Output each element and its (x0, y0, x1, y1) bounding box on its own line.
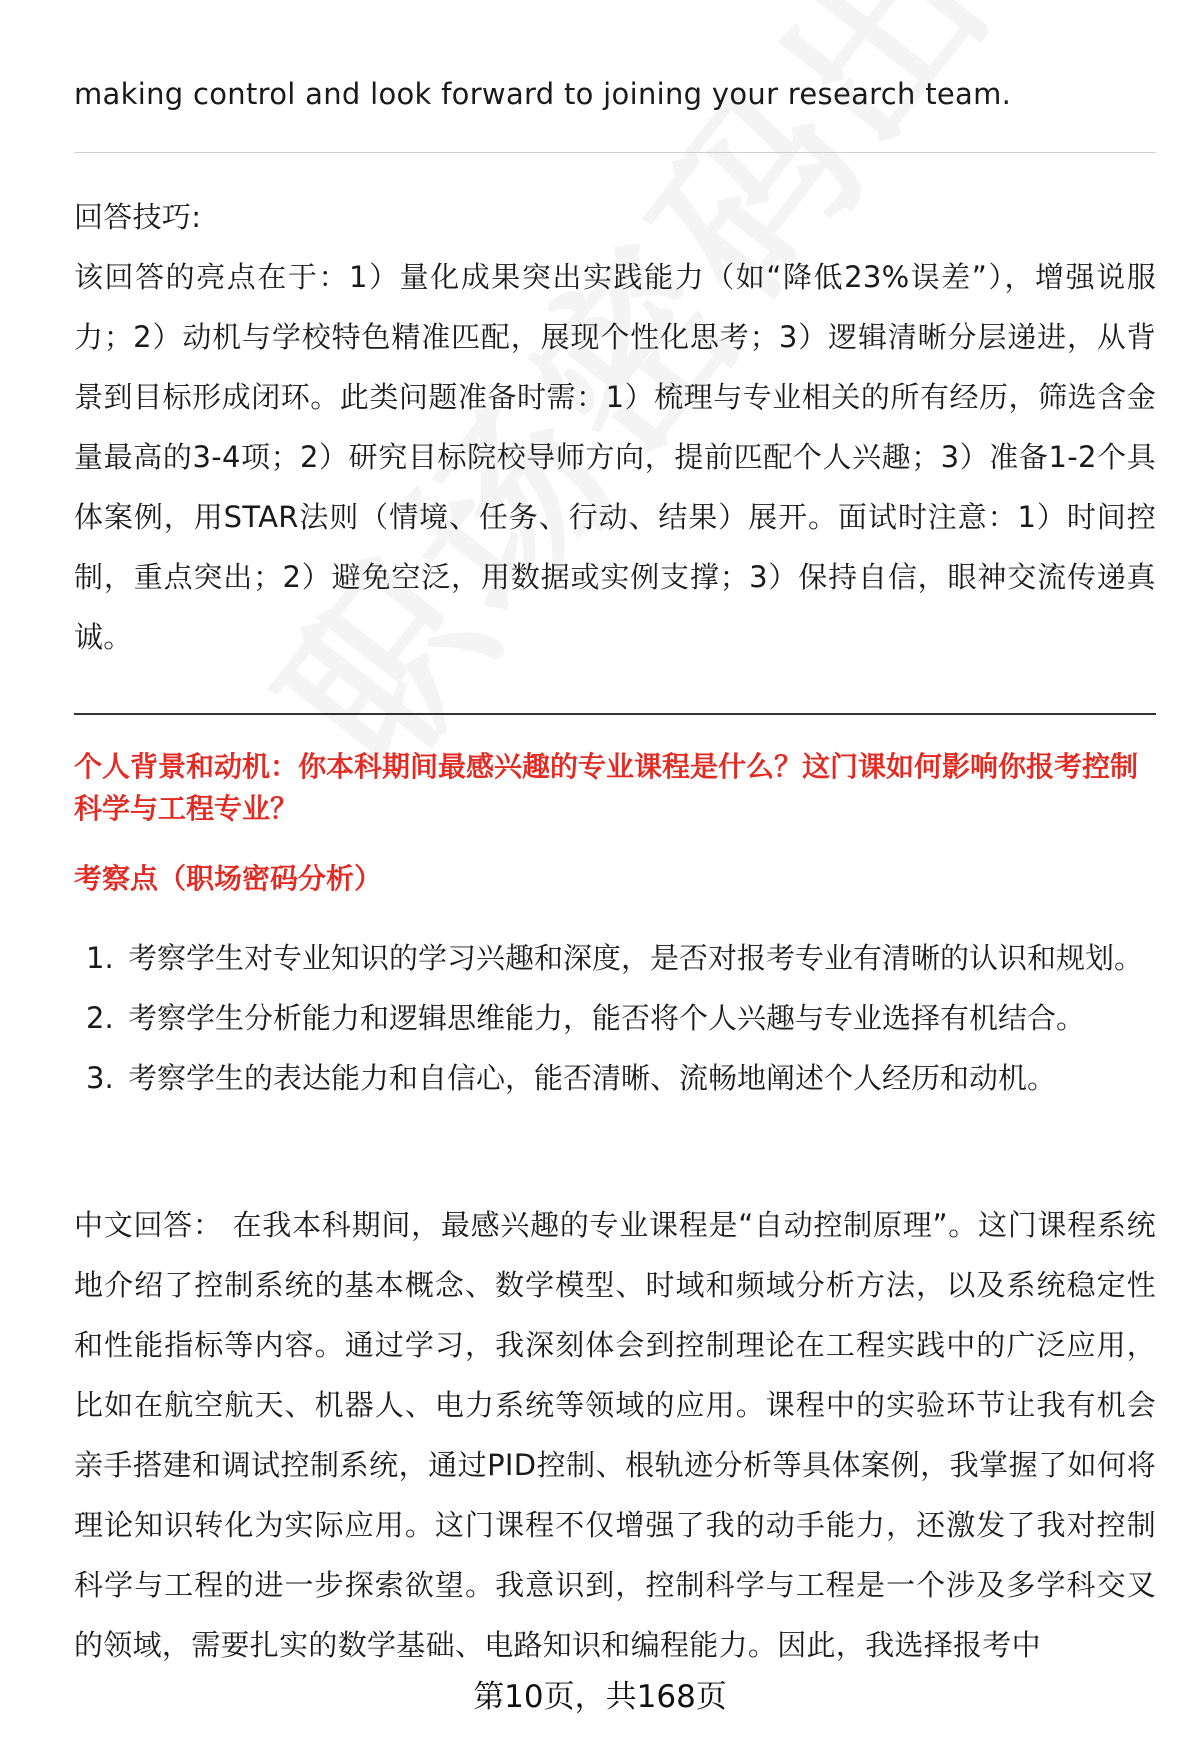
list-item (74, 1048, 1156, 1108)
tips-body: 该回答的亮点在于：1）量化成果突出实践能力（如“降低23%误差”），增强说服力；2）动机与学校特色精准匹配，展现个性化思考；3）逻辑清晰分层递进，从背景到目标形成闭环。此类问题准备时需：1）梳理与专业相关的所有经历，筛选含金量最高的3-4项；2）研究目标院校导师方向，提前匹配个人兴趣；3）准备1-2个具体案例，用STAR法则（情境、任务、行动、结果）展开。面试时注意：1）时间控制，重点突出；2）避免空泛，用数据或实例支撑；3）保持自信，眼神交流传递真诚。 (74, 260, 1156, 654)
list-item-text: 考察学生分析能力和逻辑思维能力，能否将个人兴趣与专业选择有机结合。 (128, 1001, 1086, 1035)
divider-section (74, 713, 1156, 715)
answer-label: 中文回答： (74, 1208, 223, 1242)
list-item (74, 988, 1156, 1048)
intro-tail-text: making control and look forward to joining your research team. (74, 77, 1012, 111)
list-item (74, 928, 1156, 988)
list-item-number: 1. (86, 941, 114, 975)
list-item-number: 3. (86, 1061, 114, 1095)
list-item-text: 考察学生的表达能力和自信心，能否清晰、流畅地阐述个人经历和动机。 (128, 1061, 1057, 1095)
list-item-number: 2. (86, 1001, 114, 1035)
answer-body: 在我本科期间，最感兴趣的专业课程是“自动控制原理”。这门课程系统地介绍了控制系统的基本概念、数学模型、时域和频域分析方法，以及系统稳定性和性能指标等内容。通过学习，我深刻体会到控制理论在工程实践中的广泛应用，比如在航空航天、机器人、电力系统等领域的应用。课程中的实验环节让我有机会亲手搭建和调试控制系统，通过PID控制、根轨迹分析等具体案例，我掌握了如何将理论知识转化为实际应用。这门课程不仅增强了我的动手能力，还激发了我对控制科学与工程的进一步探索欲望。我意识到，控制科学与工程是一个涉及多学科交叉的领域，需要扎实的数学基础、电路知识和编程能力。因此，我选择报考中 (74, 1208, 1156, 1662)
question-title: 个人背景和动机：你本科期间最感兴趣的专业课程是什么？这门课如何影响你报考控制科学与工程专业？ (74, 750, 1139, 825)
tips-label: 回答技巧: (74, 200, 202, 234)
page-number: 第10页，共168页 (473, 1679, 727, 1715)
focus-title: 考察点（职场密码分析） (74, 862, 383, 895)
focus-list (74, 928, 1156, 1108)
answer-paragraph (74, 1195, 1156, 1675)
divider-thin (74, 152, 1156, 153)
list-item-text: 考察学生对专业知识的学习兴趣和深度，是否对报考专业有清晰的认识和规划。 (128, 941, 1144, 975)
